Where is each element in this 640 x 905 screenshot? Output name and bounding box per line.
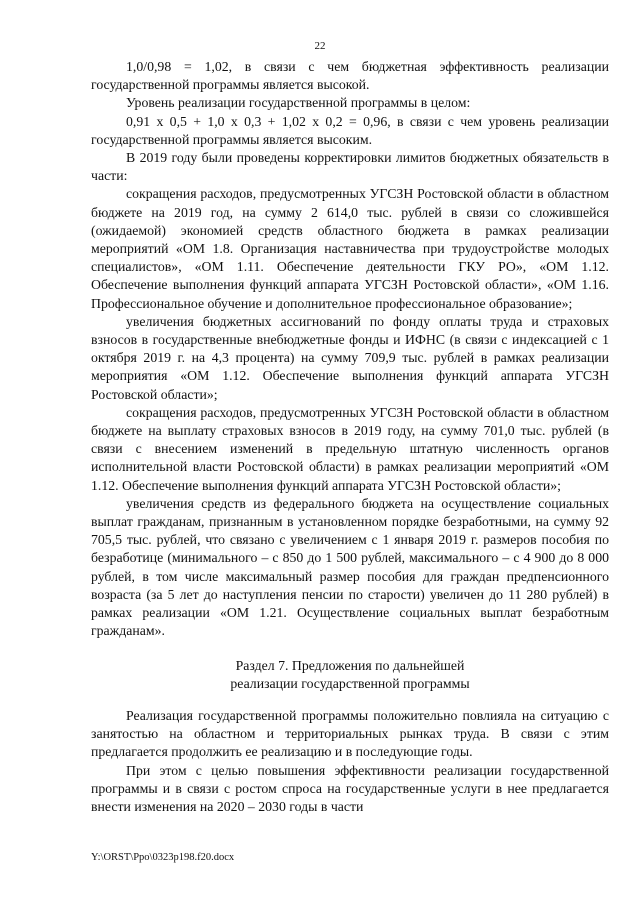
document-body xyxy=(91,58,609,816)
section-heading-line-1: Раздел 7. Предложения по дальнейшей xyxy=(235,657,465,673)
paragraph-budget-efficiency: 1,0/0,98 = 1,02, в связи с чем бюджетная эффективность реализации государственной программы является высокой. xyxy=(91,59,609,93)
paragraph-increase-wage-fund: увеличения бюджетных ассигнований по фонду оплаты труда и страховых взносов в государственные внебюджетные фонды и ИФНС (в связи с индексацией с 1 октября 2019 г. на 4,3 процента) на сумму 709,9 тыс. рублей в рамках реализации мероприятия «ОМ 1.12. Обеспечение выполнения функций аппарата УГСЗН Ростовской области»; xyxy=(91,313,609,402)
page-number: 22 xyxy=(314,40,326,52)
paragraph-program-impact: Реализация государственной программы положительно повлияла на ситуацию с занятостью на областном и территориальных рынках труда. В связи с этим предлагается продолжить ее реализацию и в последующие годы. xyxy=(91,707,609,760)
section-heading-line-2: реализации государственной программы xyxy=(230,675,470,691)
paragraph-increase-federal-funds: увеличения средств из федерального бюджета на осуществление социальных выплат гражданам, признанным в установленном порядке безработными, на сумму 92 705,5 тыс. рублей, что связано с увеличением с 1 января 2019 г. размеров пособия по безработице (минимального – с 850 до 1 500 рублей, максимального – с 4 900 до 8 000 рублей, в том числе максимальный размер пособия для граждан предпенсионного возраста (за 5 лет до наступления пенсии по старости) увеличен до 11 280 рублей) в рамках реализации «ОМ 1.21. Осуществление социальных выплат безработным гражданам». xyxy=(91,495,609,639)
paragraph-overall-level-heading: Уровень реализации государственной программы в целом: xyxy=(126,95,471,111)
footer-file-path: Y:\ORST\Ppo\0323p198.f20.docx xyxy=(91,852,235,863)
section-7-heading xyxy=(91,657,609,693)
paragraph-reduction-expenses: сокращения расходов, предусмотренных УГСЗН Ростовской области в областном бюджете на 2019 год, на сумму 2 614,0 тыс. рублей в связи со сложившейся (ожидаемой) экономией средств областного бюджета в рамках реализации мероприятий «ОМ 1.8. Организация наставничества при трудоустройстве молодых специалистов», «ОМ 1.11. Обеспечение деятельности ГКУ РО», «ОМ 1.12. Обеспечение выполнения функций аппарата УГСЗН Ростовской области», «ОМ 1.16. Профессиональное обучение и дополнительное профессиональное образование»; xyxy=(91,186,609,311)
paragraph-proposed-changes: При этом с целью повышения эффективности реализации государственной программы и в связи с ростом спроса на государственные услуги в нее предлагается внести изменения на 2020 – 2030 годы в части xyxy=(91,762,609,814)
paragraph-overall-level-formula: 0,91 x 0,5 + 1,0 x 0,3 + 1,02 x 0,2 = 0,96, в связи с чем уровень реализации государственной программы является высоким. xyxy=(91,113,609,147)
paragraph-limit-corrections: В 2019 году были проведены корректировки лимитов бюджетных обязательств в части: xyxy=(91,150,609,184)
paragraph-reduction-insurance: сокращения расходов, предусмотренных УГСЗН Ростовской области в областном бюджете на выплату страховых взносов в 2019 году, на сумму 701,0 тыс. рублей (в связи с внесением изменений в предельную штатную численность органов исполнительной власти Ростовской области) в рамках реализации мероприятий «ОМ 1.12. Обеспечение выполнения функций аппарата УГСЗН Ростовской области»; xyxy=(91,404,609,493)
